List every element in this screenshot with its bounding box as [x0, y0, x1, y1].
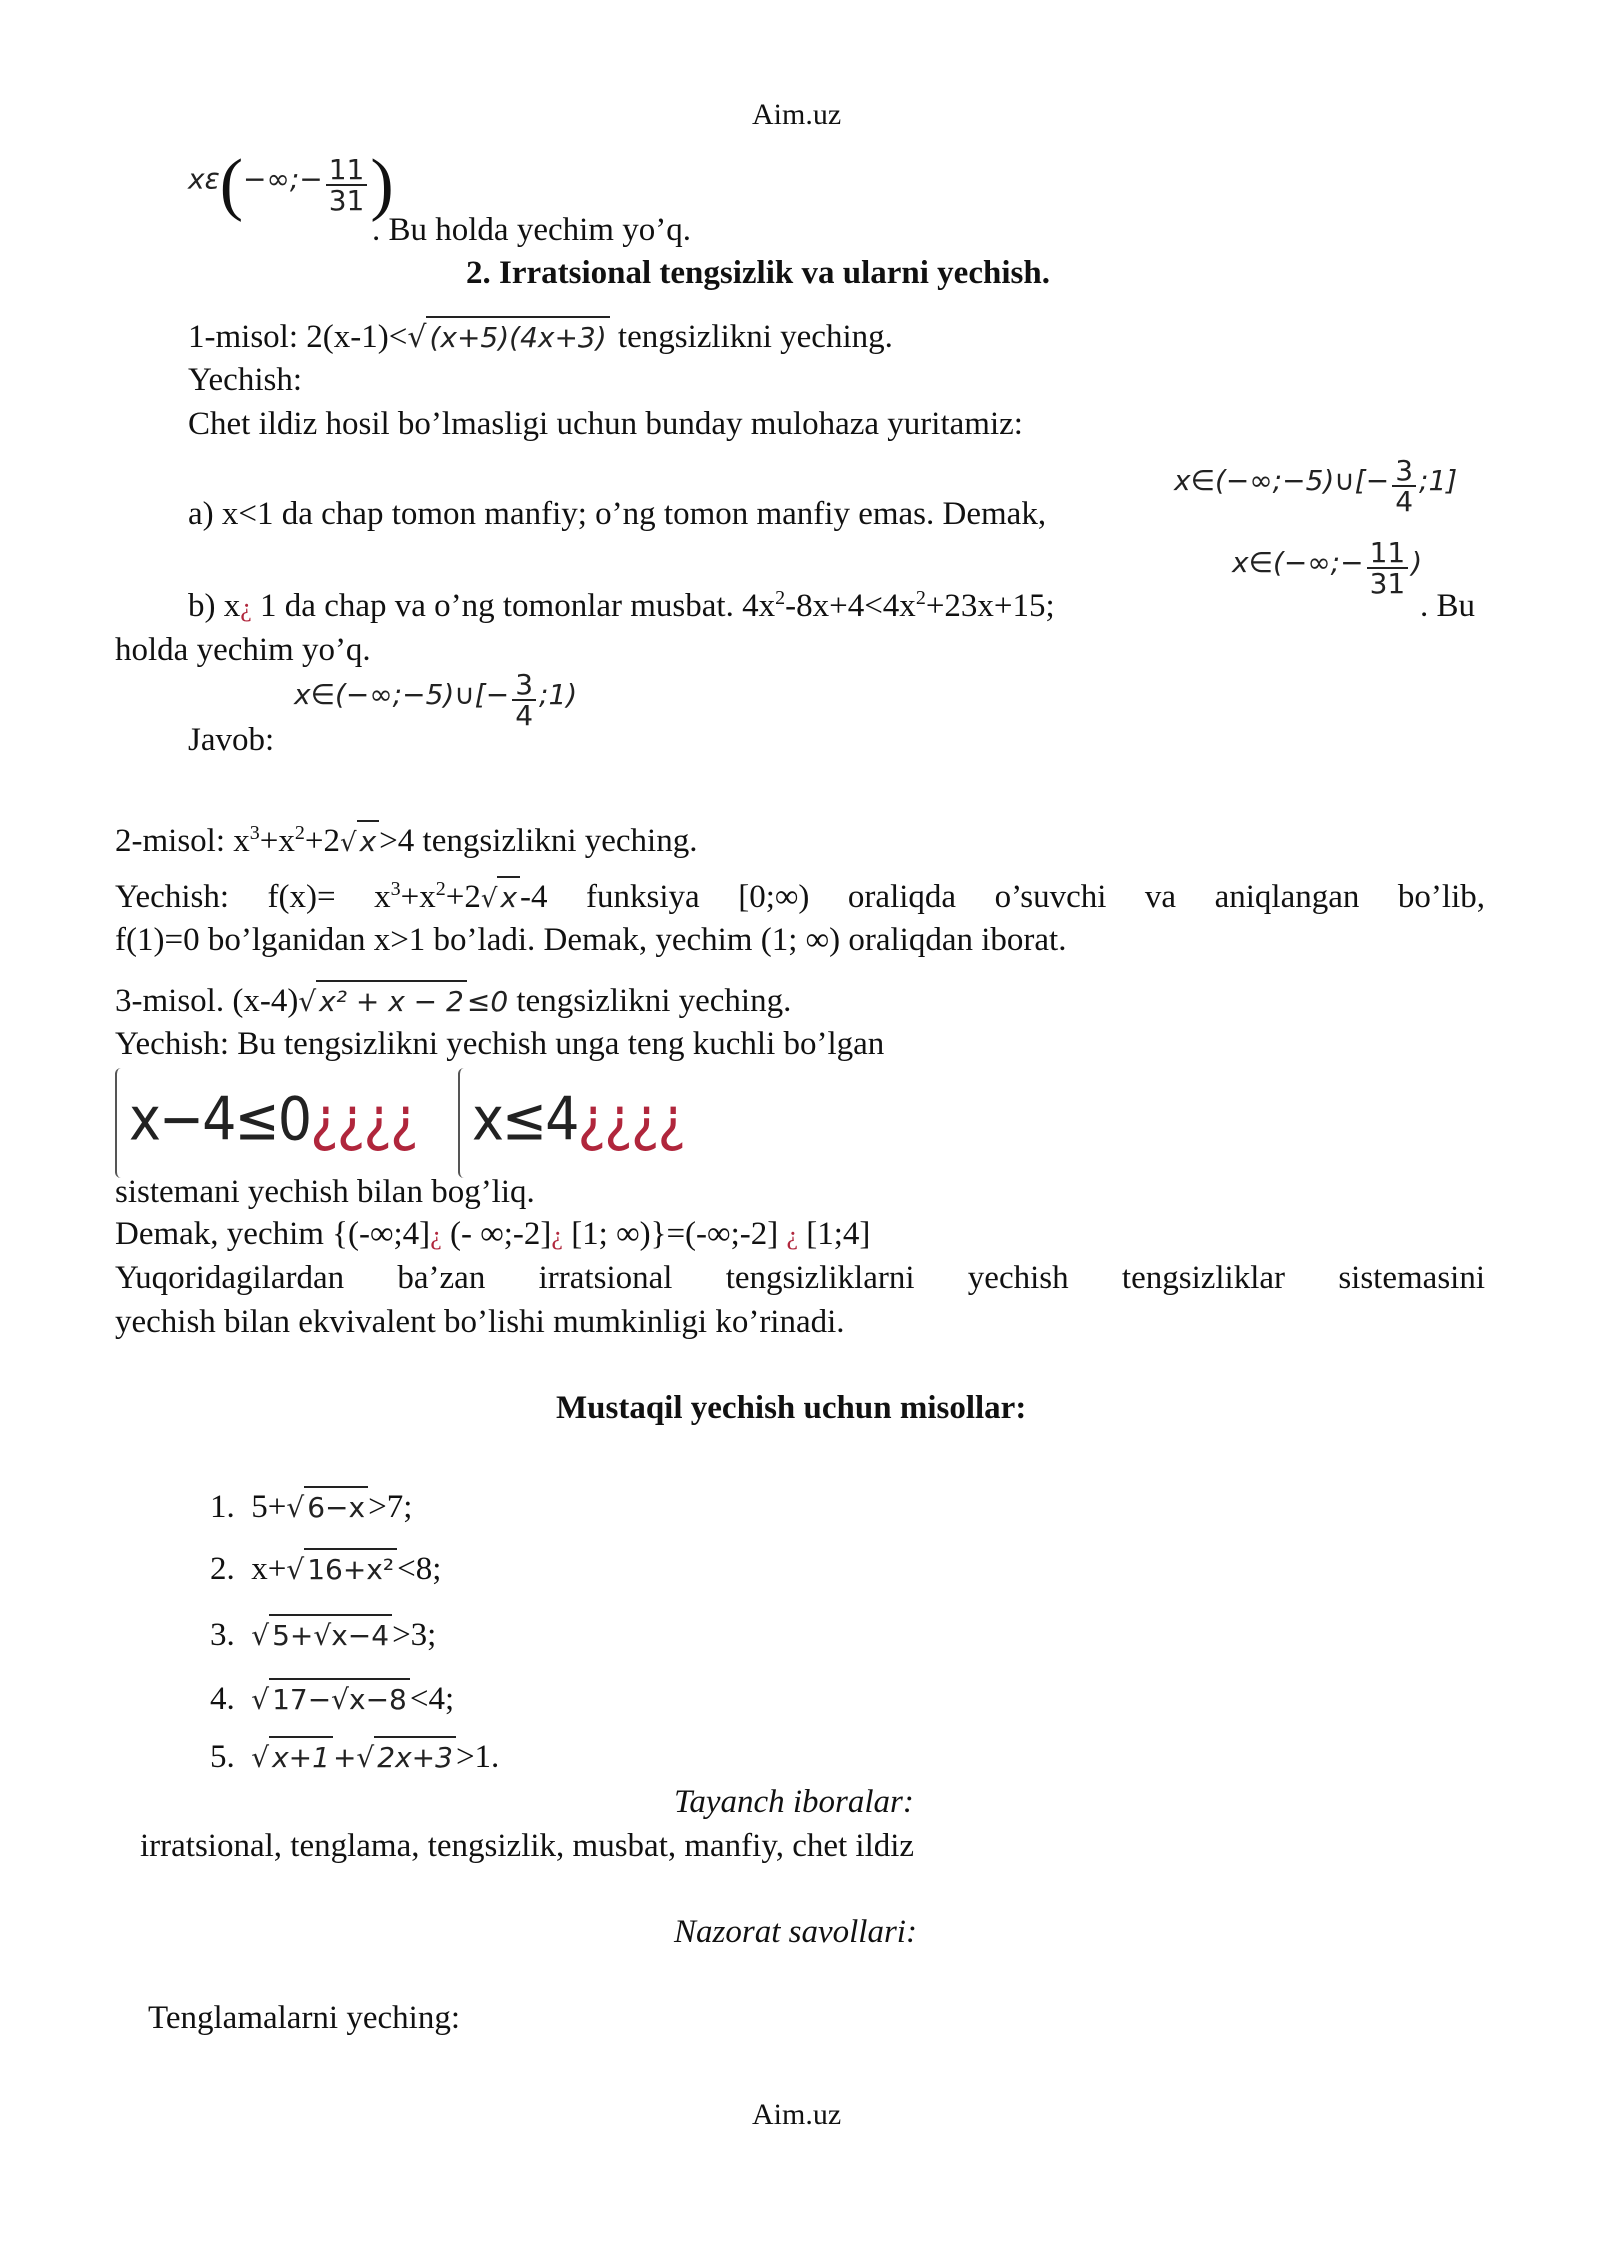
- broken-glyph: ¿: [240, 593, 252, 622]
- radicand: 17−√x−8: [269, 1678, 410, 1720]
- text: b) x: [188, 588, 241, 624]
- text: >3;: [392, 1617, 437, 1653]
- denominator: 31: [328, 184, 365, 217]
- sqrt: √ x+1: [251, 1736, 333, 1778]
- brace: [458, 1068, 466, 1178]
- text: [1; ∞)}=(-∞;-2]: [562, 1216, 787, 1252]
- item-number: 5.: [210, 1739, 235, 1775]
- math-interval: −∞;−: [243, 162, 323, 196]
- text: >7;: [368, 1489, 413, 1525]
- text: >1.: [455, 1739, 500, 1775]
- text: Yechish: f(x)= x: [115, 879, 391, 915]
- denominator: 31: [1369, 567, 1406, 601]
- math-relation: ≤0: [466, 985, 509, 1018]
- ex1-statement: [188, 316, 893, 358]
- sqrt: √ x² + x − 2: [298, 980, 467, 1022]
- exercise-item: [210, 1678, 454, 1720]
- numerator: 11: [1367, 538, 1409, 569]
- fraction: [512, 670, 536, 731]
- exercise-item: [210, 1486, 412, 1528]
- superscript: 3: [249, 822, 260, 844]
- text: +x: [400, 879, 436, 915]
- ex1-case-b-tail: . Bu: [1420, 588, 1476, 624]
- text: -4 funksiya [0;∞) oraliqda o’suvchi va aniqlangan bo’lib,: [520, 879, 1485, 915]
- top-math: [188, 146, 394, 223]
- ex1-case-a: a) x<1 da chap tomon manfiy; o’ng tomon manfiy emas. Demak,: [188, 496, 1047, 532]
- radicand: 2x+3: [374, 1736, 456, 1778]
- page-footer: Aim.uz: [752, 2098, 842, 2131]
- superscript: 3: [390, 878, 401, 900]
- ex1-answer-math: [294, 670, 577, 731]
- fraction: [1367, 538, 1409, 599]
- paren-open: (: [219, 146, 244, 223]
- page-header: Aim.uz: [752, 98, 842, 131]
- ex3-line6: yechish bilan ekvivalent bo’lishi mumkinligi ko’rinadi.: [115, 1304, 845, 1340]
- radicand: x: [497, 876, 520, 918]
- ex1-answer-label: Javob:: [188, 722, 275, 758]
- radicand: 5+√x−4: [269, 1614, 392, 1656]
- math-interval: x∈(−∞;−: [1232, 546, 1364, 580]
- exercise-item: [210, 1548, 441, 1590]
- ex3-statement: [115, 980, 791, 1022]
- radicand: x: [357, 820, 380, 862]
- text: [1;4]: [798, 1216, 871, 1252]
- paren-close: ): [370, 146, 394, 223]
- text: >4 tengsizlikni yeching.: [379, 823, 698, 859]
- sqrt: √ x: [340, 820, 379, 863]
- control-text: Tenglamalarni yeching:: [148, 2000, 460, 2036]
- exercises-title: Mustaqil yechish uchun misollar:: [556, 1390, 1027, 1426]
- superscript: 2: [294, 822, 305, 844]
- numerator: 11: [326, 155, 368, 186]
- sqrt: √ x: [481, 876, 520, 919]
- radicand: x² + x − 2: [316, 980, 467, 1022]
- brace: [115, 1068, 123, 1178]
- ex1-case-b: [188, 586, 1055, 628]
- item-number: 2.: [210, 1551, 235, 1587]
- text: -8x+4<4x: [785, 588, 916, 624]
- text: +2: [304, 823, 341, 859]
- ex3-line3: sistemani yechish bilan bog’liq.: [115, 1174, 535, 1210]
- sqrt: √ 16+x²: [286, 1548, 397, 1590]
- exercise-item: [210, 1614, 436, 1656]
- superscript: 2: [435, 878, 446, 900]
- superscript: 2: [915, 587, 926, 609]
- ex2-statement: [115, 820, 697, 863]
- text: x+: [251, 1551, 287, 1587]
- text: +2: [445, 879, 481, 915]
- numerator: 3: [512, 670, 536, 701]
- system-inequality: x≤4: [472, 1084, 578, 1155]
- sqrt: √ 6−x: [286, 1486, 368, 1528]
- math-interval-end: ): [1411, 546, 1423, 580]
- top-text: . Bu holda yechim yo’q.: [372, 212, 691, 248]
- ex1-tail: tengsizlikni yeching.: [609, 319, 893, 355]
- ex1-sqrt: √ (x+5)(4x+3): [407, 316, 609, 358]
- fraction: [1392, 456, 1416, 517]
- plus-sign: +: [332, 1741, 357, 1774]
- ex1-case-b-math: [1232, 538, 1422, 599]
- system-first: [115, 1068, 417, 1178]
- radicand: 16+x²: [304, 1548, 397, 1590]
- math-interval-end: ;1]: [1419, 464, 1458, 498]
- ex1-case-a-math: [1174, 456, 1457, 517]
- text: +x: [259, 823, 295, 859]
- text: 5+: [251, 1489, 287, 1525]
- ex1-chet: Chet ildiz hosil bo’lmasligi uchun bunday mulohaza yuritamiz:: [188, 406, 1023, 442]
- ex2-solution-line1: [115, 876, 1485, 919]
- ex3-solution: Yechish: Bu tengsizlikni yechish unga teng kuchli bo’lgan: [115, 1026, 885, 1062]
- section-title: 2. Irratsional tengsizlik va ularni yechish.: [466, 255, 1050, 291]
- text: 3-misol. (x-4): [115, 983, 299, 1019]
- ex1-case-b-line2: holda yechim yo’q.: [115, 632, 371, 668]
- superscript: 2: [775, 587, 786, 609]
- sqrt: √ 17−√x−8: [251, 1678, 410, 1720]
- math-interval: x∈(−∞;−5)∪[−: [1174, 464, 1390, 498]
- text: (- ∞;-2]: [441, 1216, 552, 1252]
- math-var: xε: [188, 162, 220, 196]
- broken-glyph: ¿: [430, 1221, 442, 1250]
- text: <4;: [409, 1681, 455, 1717]
- item-number: 4.: [210, 1681, 235, 1717]
- exercise-item: [210, 1736, 499, 1778]
- numerator: 3: [1392, 456, 1416, 487]
- math-interval: x∈(−∞;−5)∪[−: [294, 678, 510, 712]
- control-title: Nazorat savollari:: [674, 1914, 917, 1950]
- ex1-lead: 1-misol: 2(x-1)<: [188, 319, 408, 355]
- broken-glyphs: ¿¿¿¿: [310, 1084, 417, 1155]
- sqrt: √ 5+√x−4: [251, 1614, 392, 1656]
- ex3-line5: Yuqoridagilardan ba’zan irratsional tengsizliklarni yechish tengsizliklar sistemasini: [115, 1260, 1485, 1296]
- text: 2-misol: x: [115, 823, 250, 859]
- item-number: 3.: [210, 1617, 235, 1653]
- ex3-line4: [115, 1214, 870, 1256]
- radicand: x+1: [269, 1736, 333, 1778]
- text: 1 da chap va o’ng tomonlar musbat. 4x: [251, 588, 776, 624]
- text: <8;: [397, 1551, 442, 1587]
- system-inequality: x−4≤0: [129, 1084, 311, 1155]
- text: Demak, yechim {(-∞;4]: [115, 1216, 431, 1252]
- sqrt: √ 2x+3: [356, 1736, 456, 1778]
- radicand: 6−x: [304, 1486, 368, 1528]
- broken-glyphs: ¿¿¿¿: [577, 1084, 685, 1155]
- fraction: [326, 152, 368, 217]
- text: +23x+15;: [925, 588, 1055, 624]
- keywords-title: Tayanch iboralar:: [674, 1784, 914, 1820]
- ex2-solution-line2: f(1)=0 bo’lganidan x>1 bo’ladi. Demak, yechim (1; ∞) oraliqdan iborat.: [115, 922, 1067, 958]
- broken-glyph: ¿: [786, 1221, 799, 1250]
- denominator: 4: [1395, 485, 1414, 519]
- item-number: 1.: [210, 1489, 235, 1525]
- text: tengsizlikni yeching.: [508, 983, 792, 1019]
- keywords-text: irratsional, tenglama, tengsizlik, musbat, manfiy, chet ildiz: [140, 1828, 915, 1864]
- math-interval-end: ;1): [539, 678, 578, 712]
- ex1-yechish: Yechish:: [188, 362, 303, 398]
- radicand: (x+5)(4x+3): [426, 316, 609, 358]
- broken-glyph: ¿: [551, 1221, 563, 1250]
- system-second: [458, 1068, 684, 1178]
- denominator: 4: [515, 699, 534, 733]
